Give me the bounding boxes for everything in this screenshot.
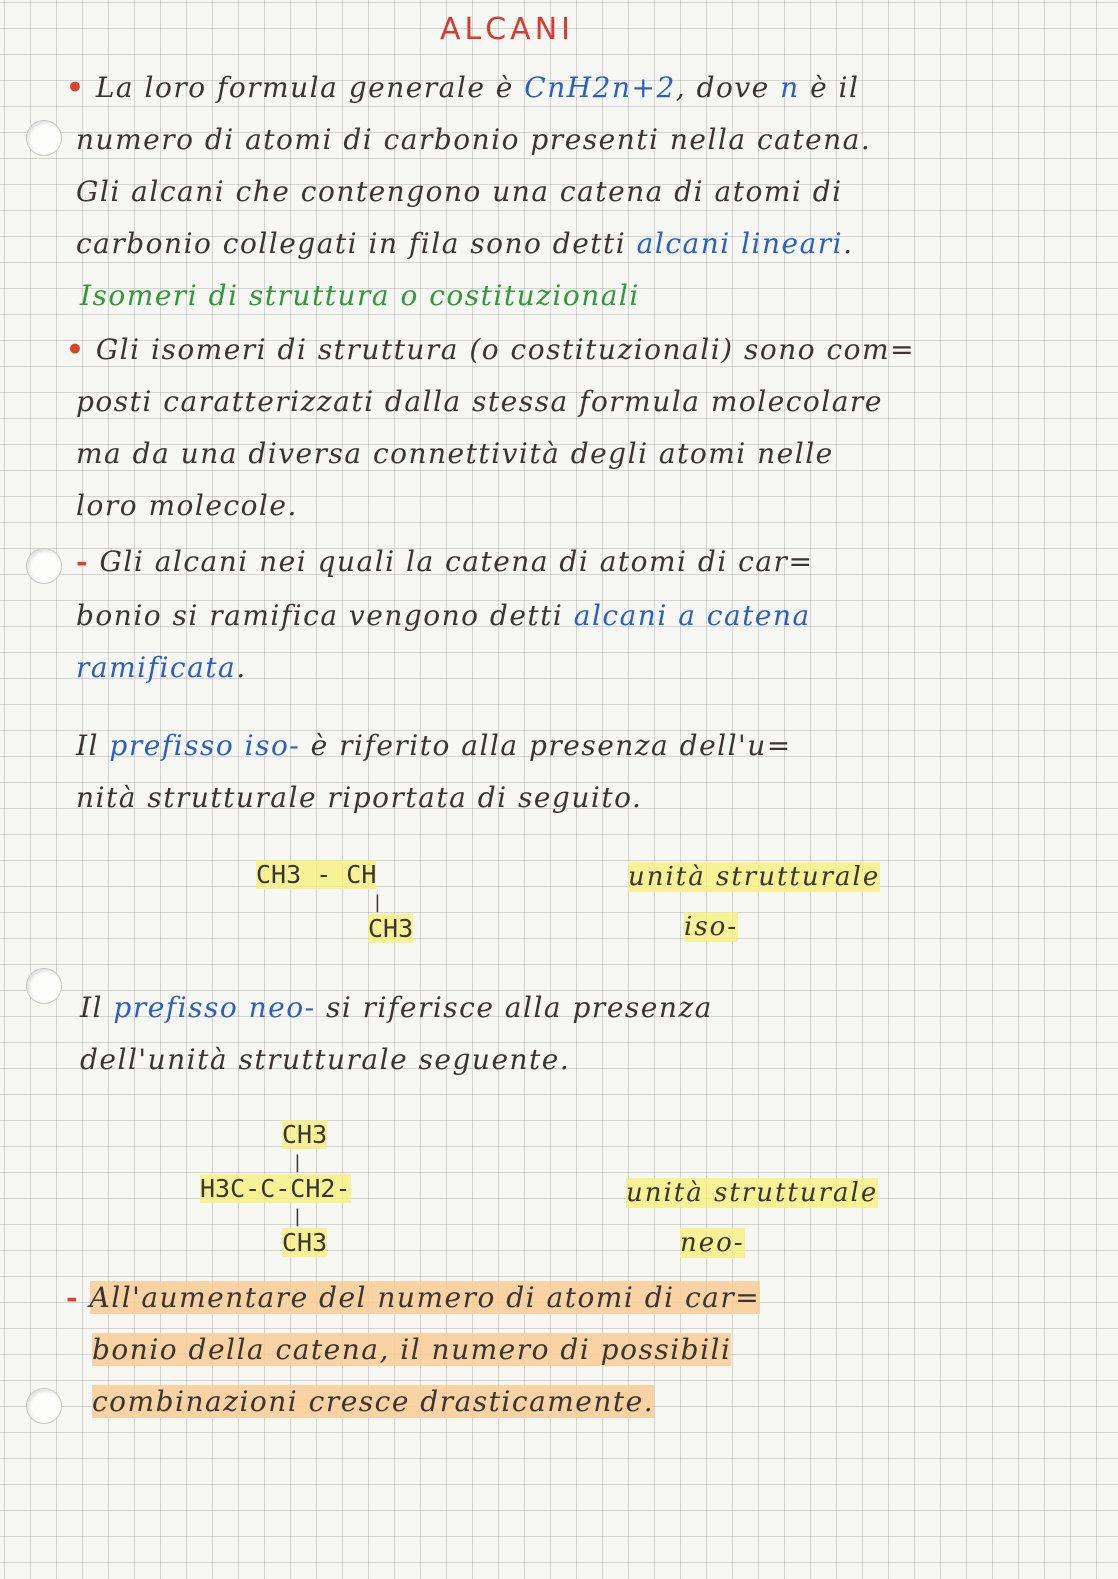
paragraph-4-line-2: nità strutturale riportata di seguito. [76,781,643,814]
neo-label-unit [626,1178,878,1208]
neo-structure-bond-top: | [292,1152,303,1173]
paragraph-6-line-2 [92,1332,731,1368]
paragraph-2-line-2: posti caratterizzati dalla stessa formula molecolare [76,385,883,418]
text: All'aumentare del numero di atomi di car= [89,1281,761,1314]
iso-structure-top [256,860,376,890]
label-text: iso- [684,912,739,942]
chem-text: CH3 - CH [256,860,377,889]
text: , dove [675,71,781,104]
iso-label-prefix [684,912,738,942]
binder-hole-3 [26,968,62,1004]
paragraph-5-line-1 [80,990,713,1026]
paragraph-3-line-1 [76,544,813,580]
text: è riferito alla presenza dell'u= [300,729,792,762]
bullet-dash: - [66,1281,80,1314]
paragraph-1-line-4 [76,226,854,262]
bullet-dot: • [66,333,86,366]
paragraph-1-line-1 [66,70,859,106]
iso-label-unit [628,862,880,892]
neo-structure-top [282,1120,327,1150]
paragraph-3-line-3 [76,650,247,686]
paragraph-2-line-4: loro molecole. [76,489,298,522]
page-title: ALCANI [440,12,574,47]
chem-text: H3C-C-CH2- [200,1174,351,1203]
text: combinazioni cresce drasticamente. [92,1385,655,1418]
bullet-dash: - [76,545,90,578]
paragraph-2-line-1 [66,332,915,368]
variable-n: n [780,71,800,104]
text: Gli alcani nei quali la catena di atomi di car= [99,545,814,578]
iso-structure-bond: | [372,892,383,913]
paragraph-3-line-2 [76,598,811,634]
iso-structure-bottom [368,914,413,944]
label-text: unità strutturale [628,862,881,892]
text: carbonio collegati in fila sono detti [76,227,637,260]
paragraph-2-line-3: ma da una diversa connettività degli atomi nelle [76,437,834,470]
text: La loro formula generale è [95,71,525,104]
term-iso-prefix: prefisso iso- [109,729,301,762]
binder-hole-4 [26,1388,62,1424]
neo-structure-bottom [282,1228,327,1258]
text: Il [76,729,110,762]
heading-isomers: Isomeri di struttura o costituzionali [80,279,640,312]
text: è il [799,71,860,104]
paragraph-5-line-2: dell'unità strutturale seguente. [80,1043,571,1076]
term-branched-alkanes: alcani a catena [573,599,811,632]
paragraph-1-line-2: numero di atomi di carbonio presenti nella catena. [76,123,872,156]
chem-text: CH3 [282,1120,328,1149]
term-branched: ramificata [76,651,237,684]
bullet-dot: • [66,71,86,104]
general-formula: CnH2n+2 [524,71,676,104]
text: Gli isomeri di struttura (o costituzionali) sono com= [95,333,916,366]
chem-text: CH3 [282,1228,328,1257]
binder-hole-1 [26,120,62,156]
neo-structure-bond-bottom: | [292,1206,303,1227]
paragraph-6-line-3 [92,1384,654,1420]
text: si riferisce alla presenza [315,991,713,1024]
paragraph-4-line-1 [76,728,792,764]
text: Il [80,991,114,1024]
term-neo-prefix: prefisso neo- [113,991,316,1024]
text: bonio della catena, il numero di possibili [92,1333,732,1366]
text: . [236,651,247,684]
label-text: neo- [680,1228,745,1258]
neo-label-prefix [680,1228,745,1258]
label-text: unità strutturale [626,1178,879,1208]
binder-hole-2 [26,548,62,584]
text: . [843,227,854,260]
text: bonio si ramifica vengono detti [76,599,574,632]
chem-text: CH3 [368,914,414,943]
neo-structure-middle [200,1174,351,1204]
paragraph-6-line-1 [66,1280,760,1316]
paragraph-1-line-3: Gli alcani che contengono una catena di atomi di [76,175,843,208]
term-linear-alkanes: alcani lineari [636,227,844,260]
